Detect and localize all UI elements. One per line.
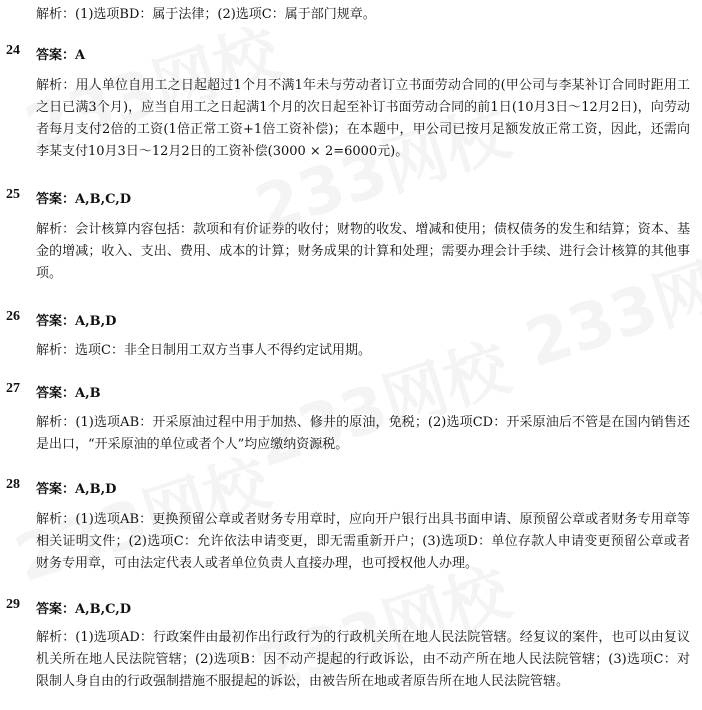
answer-text: 答案：A,B [36, 386, 101, 401]
analysis-text: 解析：选项C：非全日制用工双方当事人不得约定试用期。 [36, 343, 371, 358]
answer-text: 答案：A,B,C,D [36, 602, 132, 617]
analysis-text: 解析：会计核算内容包括：款项和有价证券的收付；财物的收发、增减和使用；债权债务的发生和结算；资本、基金的增减；收入、支出、费用、成本的计算；财务成果的计算和处理；需要办理会计手续、进行会计核算的其他事项。 [36, 222, 690, 281]
analysis-text: 解析：(1)选项AD：行政案件由最初作出行政行为的行政机关所在地人民法院管辖。经复议的案件，也可以由复议机关所在地人民法院管辖；(2)选项B：因不动产提起的行政诉讼，由不动产所在地人民法院管辖；(3)选项C：对限制人身自由的行政强制措施不服提起的诉讼，由被告所在地或者原告所在地人民法院管辖。 [36, 630, 690, 689]
answer-text: 答案：A [36, 48, 86, 63]
top-analysis-text: 解析：(1)选项BD：属于法律；(2)选项C：属于部门规章。 [36, 7, 376, 22]
question-number: 27 [6, 381, 20, 396]
analysis-text: 解析：用人单位自用工之日起超过1个月不满1年未与劳动者订立书面劳动合同的(甲公司与李某补订合同时距用工之日已满3个月)，应当自用工之日起满1个月的次日起至补订书面劳动合同的前1日(10月3日～12月2日)，向劳动者每月支付2倍的工资(1倍正常工资+1倍工资补偿)；在本题中，甲公司已按月足额发放正常工资，因此，还需向李某支付10月3日～12月2日的工资补偿(3000 × 2=6000元)。 [36, 78, 690, 159]
question-number: 28 [6, 477, 20, 492]
question-number: 26 [6, 309, 20, 324]
question-number: 29 [6, 597, 20, 612]
answer-text: 答案：A,B,D [36, 314, 117, 329]
answer-text: 答案：A,B,C,D [36, 192, 132, 207]
answer-text: 答案：A,B,D [36, 482, 117, 497]
analysis-text: 解析：(1)选项AB：开采原油过程中用于加热、修井的原油，免税；(2)选项CD：开采原油后不管是在国内销售还是出口，“开采原油的单位或者个人”均应缴纳资源税。 [36, 415, 690, 452]
analysis-text: 解析：(1)选项AB：更换预留公章或者财务专用章时，应向开户银行出具书面申请、原预留公章或者财务专用章等相关证明文件；(2)选项C：允许依法申请变更，即无需重新开户；(3)选项D：单位存款人申请变更预留公章或者财务专用章，可由法定代表人或者单位负责人直接办理，也可授权他人办理。 [36, 512, 690, 571]
question-number: 25 [6, 187, 20, 202]
question-number: 24 [6, 43, 20, 58]
